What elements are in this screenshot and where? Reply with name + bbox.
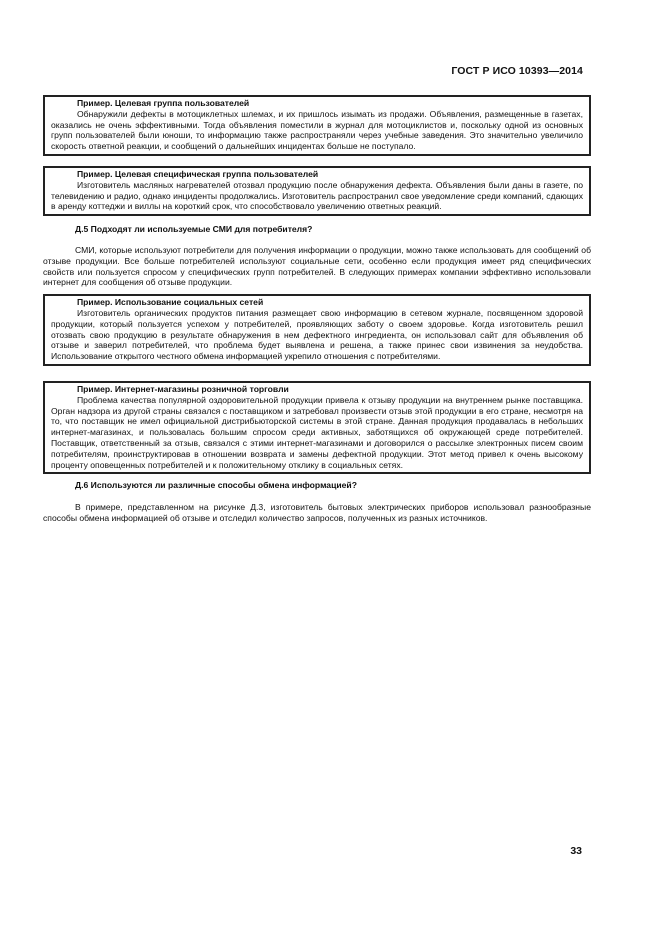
example-body: Изготовитель масляных нагревателей отозвал продукцию после обнаружения дефекта. Объявления были даны в газете, по телевидению и радио, однако инциденты продолжались. Изготовитель распространил свое уведомление среди компаний, сдающих в аренду коттеджи и виллы на короткий срок, что способствовало увеличению ответных реакций. — [51, 179, 583, 212]
page-content — [43, 95, 591, 524]
section-body-d6: В примере, представленном на рисунке Д.3, изготовитель бытовых электрических приборов использовал разнообразные способы обмена информацией об отзыве и отследил количество запросов, полученных из разных источников. — [43, 502, 591, 523]
example-title: Пример. Целевая специфическая группа пользователей — [77, 168, 319, 179]
section-body-d5: СМИ, которые используют потребители для получения информации о продукции, можно также использовать для сообщений об отзыве продукции. Все больше потребителей используют социальные сети, особенно если продукция имеет ряд специфических свойств или пользуется спросом у специфических групп потребителей. В следующих примерах компании эффективно использовали интернет для сообщения об отзыве продукции. — [43, 244, 591, 288]
example-box-online-retail — [43, 381, 591, 474]
example-title: Пример. Использование социальных сетей — [77, 297, 264, 308]
example-title: Пример. Целевая группа пользователей — [77, 98, 250, 108]
example-title: Пример. Интернет-магазины розничной торговли — [77, 383, 289, 394]
example-body: Обнаружили дефекты в мотоциклетных шлемах, и их пришлось изымать из продажи. Объявления, размещенные в газетах, оказались не очень эффективными. Тогда объявления поместили в журнал для мотоциклистов и, поскольку одной из основных групп пользователей были юноши, то информацию также распространяли через учебные заведения. Это значительно увеличило скорость ответной реакции, и сообщений о дальнейших инцидентах больше не поступало. — [51, 108, 583, 152]
page-header-standard-code: ГОСТ Р ИСО 10393—2014 — [451, 65, 583, 77]
section-heading-d5: Д.5 Подходят ли используемые СМИ для потребителя? — [75, 224, 313, 235]
example-box-social-networks — [43, 294, 591, 366]
page-number: 33 — [570, 845, 582, 857]
example-body: Проблема качества популярной оздоровительной продукции привела к отзыву продукции на внутреннем рынке поставщика. Орган надзора из другой страны связался с поставщиком и затребовал произвести отзыв этой продукции в его стране, несмотря на то, что поставщик не имел официальной дистрибьюторской системы в этой стране. Данная продукция продавалась в небольших интернет-магазинах, и пользовалась большим спросом среди активных, заботящихся об окружающей среде потребителей. Поставщик, ответственный за отзыв, связался с этими интернет-магазинами и договорился о рассылке электронных писем своим потребителям, проинструктировав в отношении возврата и замены дефектной продукции. Этот метод привел к очень высокому проценту оповещенных потребителей и к положительному отклику в социальных сетях. — [51, 394, 583, 470]
section-heading-d6: Д.6 Используются ли различные способы обмена информацией? — [75, 480, 357, 491]
example-box-specific-group — [43, 166, 591, 216]
example-box-target-group — [43, 95, 591, 156]
example-body: Изготовитель органических продуктов питания размещает свою информацию в сетевом журнале, посвященном здоровой продукции, который пользуется успехом у потребителей, проявляющих заботу о своем здоровье. Когда изготовитель решил отозвать свою продукцию в результате обнаружения в нем дефектного ингредиента, он использовал сайт для объявления об отзыве и заверил потребителей, что проблема будет выявлена и решена, а также принес свои извинения за неудобства. Использование открытого честного обмена информацией укрепило отношения с потребителями. — [51, 307, 583, 362]
